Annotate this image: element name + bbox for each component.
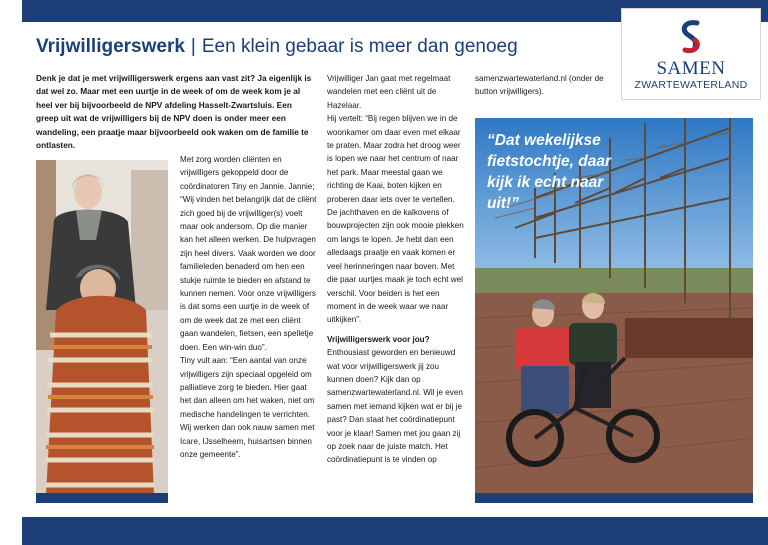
article-column-2 [327,72,464,467]
logo-title: SAMEN [656,58,726,79]
column2-paragraph: Hij vertelt: “Bij regen blijven we in de woonkamer om daar even met elkaar te praten. Maar zodra het droog weer is lopen we naar het centrum of naar het park. Maar meestal gaan we richting de Kaai, boten kijken en proberen daar iets over te vertellen. De jachthaven en de kalkovens of bouwprojecten zijn ook mooie plekken om langs te lopen. Je hebt dan een alledaags praatje en vaak komen er veel herinneringen naar boven. Met die paar uurtjes maak je toch echt wel verschil. Voor beiden is het een moment in de week waar we naar uitkijken”. [327,114,464,325]
column1-paragraph: Met zorg worden cliënten en vrijwilligers gekoppeld door de coördinatoren Tiny en Jannie. Jannie; “Wij vinden het belangrijk dat de cliënt zich goed bij de vrijwilliger(s) voelt maar ook andersom. Op die manier kan het alleen werken. De hulpvragen zijn heel divers. Vaak worden we door familieleden benaderd om hen een stukje ruimte te bieden en afstand te kunnen nemen. Voor onze vrijwilligers is dat soms een uurtje in de week of om de week dat ze met een cliënt gaan wandelen, fietsen, een spelletje doen. Een win-win duo”. [180,155,317,352]
headline-separator: | [190,36,196,57]
samen-zwartewaterland-logo [621,8,761,100]
column3-paragraph: samenzwartewaterland.nl (onder de button vrijwilligers). [475,74,604,97]
headline-rest: Een klein gebaar is meer dan genoeg [201,36,518,57]
headline-bold: Vrijwilligerswerk [36,36,185,57]
article-column-3 [475,72,620,99]
pull-quote: “Dat wekelijkse fietstochtje, daar kijk ik echt naar uit!” [487,132,612,212]
column2-paragraph: Enthousiast geworden en benieuwd wat voor vrijwilligerswerk jij zou kunnen doen? Kijk dan op samenzwartewaterland.nl. Wil je even samen met iemand kijken wat er bij je past? Dan staat het coördinatiepunt voor je klaar! Samen met jou gaan zij op zoek naar de juiste match. Het coördinatiepunt is te vinden op [327,348,463,465]
column1-paragraph: Tiny vult aan: “Een aantal van onze vrijwilligers zijn speciaal opgeleid om palliatieve zorg te bieden. Hier gaat het dan alleen om het waken, niet om medische handelingen te verrichten. Wij werken dan ook nauw samen met Icare, IJsselheem, huisartsen binnen onze gemeente”. [180,356,315,459]
bottom-banner-bar [22,517,768,545]
logo-subtitle: ZWARTEWATERLAND [634,79,748,91]
column2-paragraph: Vrijwilliger Jan gaat met regelmaat wandelen met een cliënt uit de Hazelaar. [327,74,451,110]
photo-volunteer-with-client [36,160,168,503]
intro-paragraph: Denk je dat je met vrijwilligerswerk ergens aan vast zit? Ja eigenlijk is dat wel zo. Maar met een uurtje in de week of om de week kom je al heel ver bij bijvoorbeeld de NPV afdeling Hasselt-Zwartsluis. Een greep uit wat de vrijwilligers bij de NPV doen is onder meer een wandeling, een praatje maar bijvoorbeeld ook waken om de familie te ontlasten. [36,73,312,151]
section-subheading: Vrijwilligerswerk voor jou? [327,334,430,344]
photo-volunteer-image [36,160,168,503]
article-headline [36,36,518,58]
article-column-1 [180,153,318,461]
logo-s-mark-icon [671,17,711,57]
